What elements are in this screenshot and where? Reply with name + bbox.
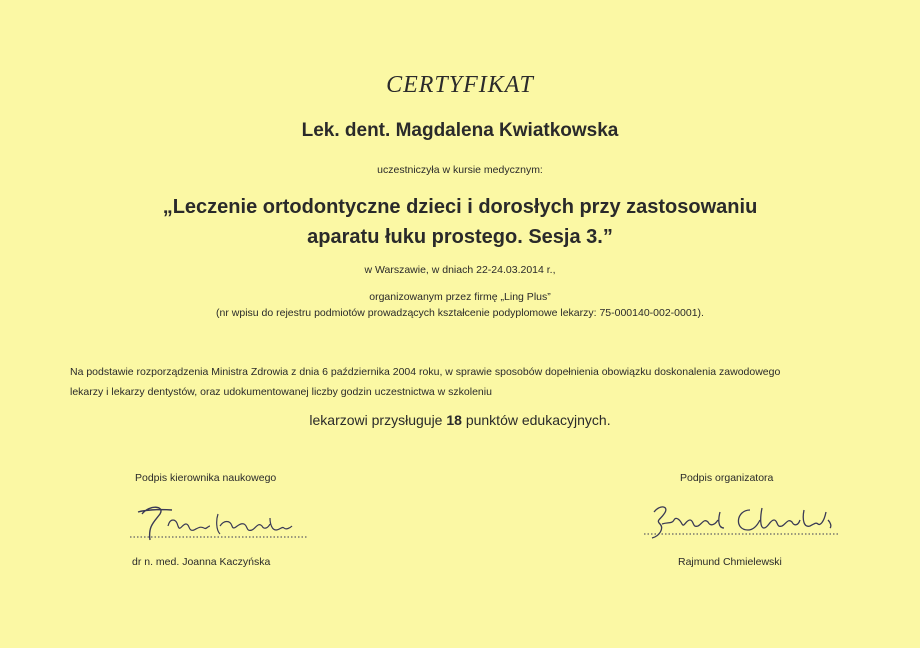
points-statement bbox=[0, 412, 920, 428]
points-prefix: lekarzowi przysługuje bbox=[309, 412, 443, 428]
certificate-title: CERTYFIKAT bbox=[386, 72, 534, 98]
participation-text: uczestniczyła w kursie medycznym: bbox=[377, 164, 543, 176]
legal-basis-line-2: lekarzy i lekarzy dentystów, oraz udokumentowanej liczby godzin uczestnictwa w szkoleniu bbox=[70, 386, 492, 398]
legal-basis-line-1: Na podstawie rozporządzenia Ministra Zdrowia z dnia 6 października 2004 roku, w sprawie sposobów dopełnienia obowiązku doskonalenia zawodowego bbox=[70, 366, 781, 378]
course-title bbox=[0, 192, 920, 252]
organizer-signature-label: Podpis organizatora bbox=[680, 472, 774, 484]
organizer-name: Rajmund Chmielewski bbox=[678, 556, 782, 568]
points-suffix: punktów edukacyjnych. bbox=[465, 412, 611, 428]
legal-basis bbox=[70, 362, 860, 402]
scientific-director-name: dr n. med. Joanna Kaczyńska bbox=[132, 556, 271, 568]
course-title-line-2: aparatu łuku prostego. Sesja 3.” bbox=[307, 226, 613, 248]
place-date: w Warszawie, w dniach 22-24.03.2014 r., bbox=[364, 264, 556, 276]
organizer-line: organizowanym przez firmę „Ling Plus” bbox=[369, 291, 551, 303]
points-value: 18 bbox=[446, 412, 462, 428]
recipient-name: Lek. dent. Magdalena Kwiatkowska bbox=[301, 120, 619, 141]
scientific-director-label: Podpis kierownika naukowego bbox=[135, 472, 277, 484]
organizer-signature bbox=[640, 498, 850, 546]
registry-line: (nr wpisu do rejestru podmiotów prowadzących kształcenie podyplomowe lekarzy: 75-000140-002-0001). bbox=[216, 307, 704, 319]
scientific-director-signature bbox=[120, 500, 320, 548]
course-title-line-1: „Leczenie ortodontyczne dzieci i dorosłych przy zastosowaniu bbox=[162, 196, 758, 218]
